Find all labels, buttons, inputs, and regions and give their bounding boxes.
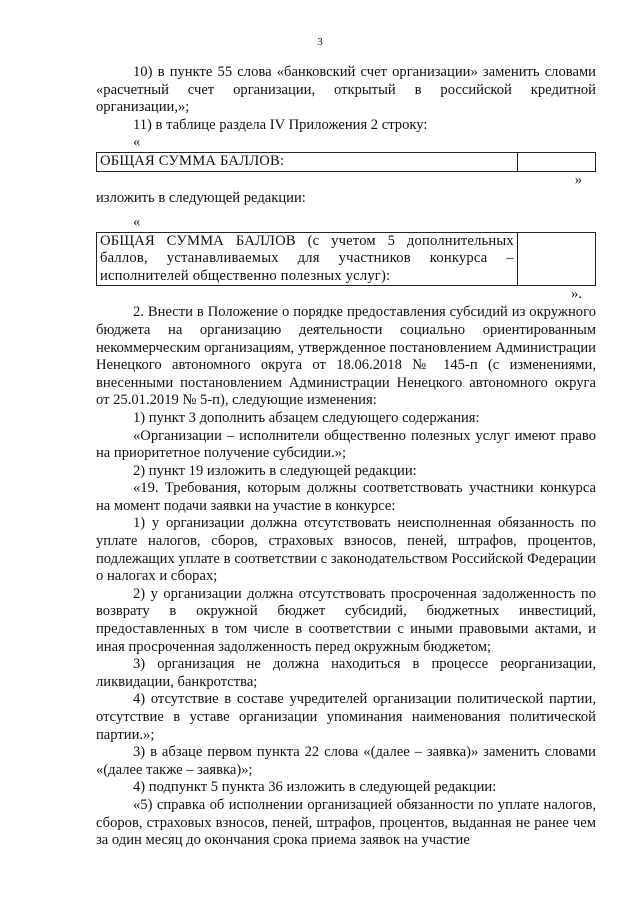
subitem-3: 3) в абзаце первом пункта 22 слова «(далее – заявка)» заменить словами «(далее также – заявка)»; (96, 744, 596, 778)
table-row (97, 153, 596, 172)
section-2-paragraph: 2. Внести в Положение о порядке предоставления субсидий из окружного бюджета на организацию деятельности социально ориентированным некоммерческим организациям, утвержденное постановлением Администрации Ненецкого автономного округа от 18.06.2018 № 145-п (с изменениями, внесенными постановлением Администрации Ненецкого автономного округа от 25.01.2019 № 5-п), следующие изменения: (96, 304, 596, 409)
subitem-2: 2) пункт 19 изложить в следующей редакции: (133, 462, 417, 479)
subitem-4-quote: «5) справка об исполнении организацией обязанности по уплате налогов, сборов, страховых взносов, пеней, штрафов, процентов, выданная не ранее чем за один месяц до окончания срока приема заявок на участие (96, 796, 596, 849)
requirement-3: 3) организация не должна находиться в процессе реорганизации, ликвидации, банкротства; (96, 656, 596, 690)
requirement-2: 2) у организации должна отсутствовать просроченная задолженность по возврату в окружной бюджет субсидий, бюджетных инвестиций, предоставленных в том числе в соответствии с иными правовыми актами, и иная просроченная задолженность перед окружным бюджетом; (96, 585, 596, 655)
subitem-2-quote: «19. Требования, которым должны соответствовать участники конкурса на момент подачи заявки на участие в конкурсе: (96, 480, 596, 514)
table-row (97, 232, 596, 286)
closing-quote: » (574, 171, 582, 188)
subitem-4: 4) подпункт 5 пункта 36 изложить в следующей редакции: (133, 779, 497, 796)
requirement-4: 4) отсутствие в составе учредителей организации политической партии, отсутствие в уставе организации упоминания наименования политической партии.»; (96, 691, 596, 743)
item-10-paragraph: 10) в пункте 55 слова «банковский счет организации» заменить словами «расчетный счет организации, открытый в российской кредитной организации,»; (96, 64, 596, 116)
old-score-label-cell: ОБЩАЯ СУММА БАЛЛОВ: (97, 153, 518, 172)
new-score-label-cell: ОБЩАЯ СУММА БАЛЛОВ (с учетом 5 дополнительных баллов, устанавливаемых для участников конкурса – исполнителей общественно полезных услуг): (97, 232, 518, 286)
subitem-1-quote: «Организации – исполнители общественно полезных услуг имеют право на приоритетное получение субсидии.»; (96, 427, 596, 462)
replace-intro: изложить в следующей редакции: (96, 189, 306, 206)
requirement-1: 1) у организации должна отсутствовать неисполненная обязанность по уплате налогов, сборов, страховых взносов, пеней, штрафов, процентов, подлежащих уплате в соответствии с законодательством Российской Федерации о налогах и сборах; (96, 515, 596, 585)
opening-quote-2: « (133, 213, 141, 230)
closing-quote-2: ». (571, 286, 582, 303)
old-score-value-cell (517, 153, 595, 172)
page-number: 3 (317, 36, 323, 48)
subitem-1: 1) пункт 3 дополнить абзацем следующего содержания: (133, 409, 480, 426)
old-score-table (96, 152, 596, 172)
document-body (96, 64, 596, 850)
opening-quote: « (133, 134, 141, 151)
new-score-value-cell (517, 232, 595, 286)
new-score-table (96, 232, 596, 287)
item-11-paragraph: 11) в таблице раздела IV Приложения 2 строку: (133, 116, 428, 133)
